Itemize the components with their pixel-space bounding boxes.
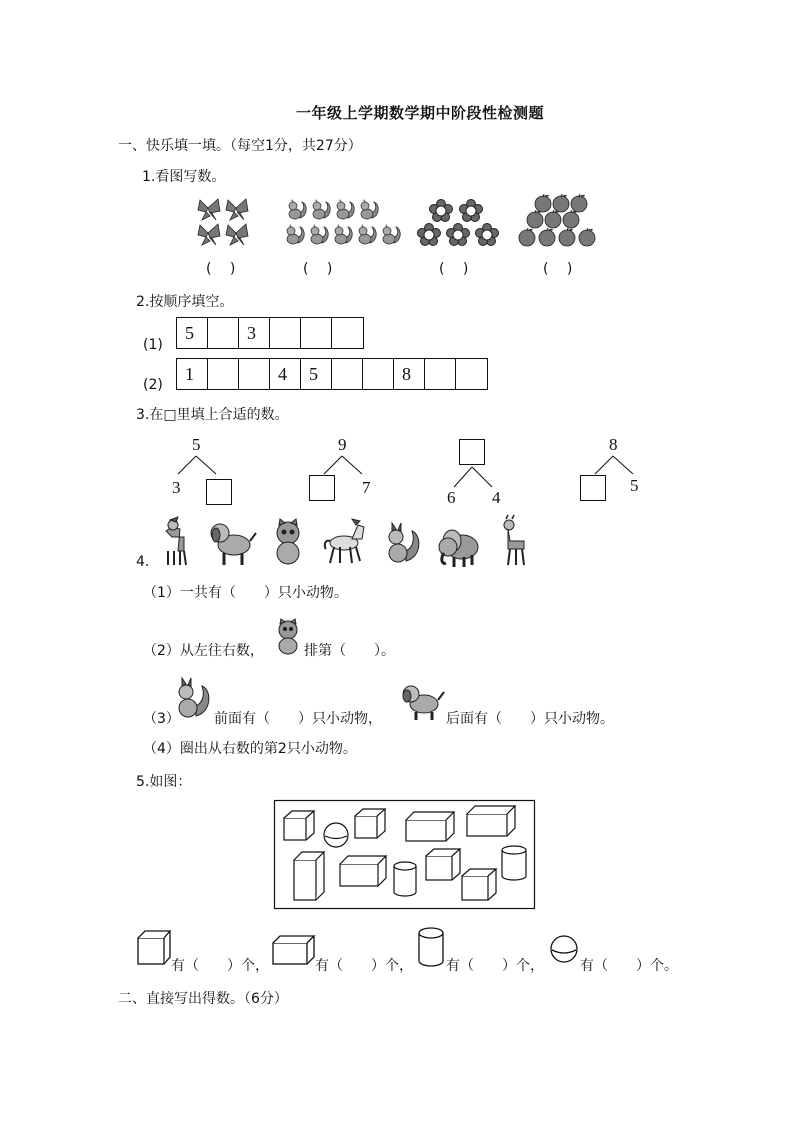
goat-icon — [166, 517, 186, 565]
animal-row — [158, 515, 528, 569]
sequence-row-1 — [176, 317, 364, 349]
tree-1-right-box[interactable] — [206, 479, 232, 505]
sequence-cell[interactable]: 5 — [177, 318, 208, 348]
cat-icon — [274, 619, 302, 655]
answer-blank-butterflies[interactable]: ( ) — [206, 261, 236, 277]
sphere-count-answer: 有（ ）个。 — [580, 958, 678, 974]
sequence-cell[interactable] — [270, 318, 301, 348]
squirrel-icon — [389, 523, 419, 562]
tree-4-left-box[interactable] — [580, 475, 606, 501]
sequence-cell[interactable]: 1 — [177, 359, 208, 389]
solid-shapes-figure — [274, 800, 536, 910]
tree-4-right: 5 — [630, 476, 639, 495]
cylinder-count-answer: 有（ ）个， — [446, 958, 544, 974]
deer-icon — [504, 515, 524, 565]
tree-2-right: 7 — [362, 478, 371, 497]
row-2-label: (2) — [143, 377, 163, 393]
answer-blank-apples[interactable]: ( ) — [543, 261, 573, 277]
question-2-label: 2.按顺序填空。 — [136, 294, 234, 310]
sequence-cell[interactable] — [363, 359, 394, 389]
horse-icon — [325, 519, 364, 563]
question-4-part-2-suffix: 排第（ ）。 — [304, 643, 395, 659]
cylinder-shape — [502, 846, 526, 880]
sequence-cell[interactable] — [425, 359, 456, 389]
question-4-part-3-middle: 前面有（ ）只小动物， — [214, 711, 382, 727]
question-3-label: 3.在□里填上合适的数。 — [136, 407, 289, 423]
cylinder-icon — [417, 927, 447, 969]
elephant-icon — [439, 530, 478, 567]
sequence-cell[interactable] — [456, 359, 487, 389]
tree-1-branches — [176, 456, 220, 476]
sequence-cell[interactable] — [239, 359, 270, 389]
apple-icon — [518, 194, 604, 248]
sequence-cell[interactable] — [301, 318, 332, 348]
tree-3-left: 6 — [447, 488, 456, 507]
squirrel-icon — [174, 676, 214, 720]
question-5-label: 5.如图： — [136, 774, 192, 790]
question-4-part-3-prefix: （3） — [143, 711, 180, 727]
sequence-cell[interactable]: 8 — [394, 359, 425, 389]
sequence-row-2 — [176, 358, 488, 390]
sphere-shape — [324, 823, 348, 847]
tree-4-branches — [593, 456, 637, 476]
sequence-cell[interactable] — [332, 318, 363, 348]
sequence-cell[interactable]: 4 — [270, 359, 301, 389]
cylinder-shape — [394, 862, 416, 896]
cuboid-count-answer: 有（ ）个， — [315, 958, 413, 974]
sequence-cell[interactable]: 3 — [239, 318, 270, 348]
sequence-cell[interactable] — [208, 318, 239, 348]
question-4-label: 4. — [136, 554, 150, 570]
tree-1-left: 3 — [172, 478, 181, 497]
row-1-label: (1) — [143, 337, 163, 353]
sequence-cell[interactable] — [332, 359, 363, 389]
tree-4-top: 8 — [609, 435, 618, 454]
tree-2-top: 9 — [338, 435, 347, 454]
question-4-part-3-suffix: 后面有（ ）只小动物。 — [446, 711, 614, 727]
question-1-label: 1.看图写数。 — [142, 169, 226, 185]
tree-2-branches — [322, 456, 366, 476]
dog-icon — [400, 682, 446, 722]
cube-icon — [137, 930, 171, 966]
sequence-cell[interactable] — [208, 359, 239, 389]
section-2-heading: 二、直接写出得数。（6分） — [118, 991, 288, 1007]
question-4-part-1: （1）一共有（ ）只小动物。 — [143, 585, 348, 601]
sphere-icon — [549, 934, 581, 966]
cuboid-icon — [272, 935, 316, 965]
answer-blank-squirrels[interactable]: ( ) — [303, 261, 333, 277]
question-4-part-4: （4）圈出从右数的第2只小动物。 — [143, 741, 357, 757]
tree-2-left-box[interactable] — [309, 475, 335, 501]
answer-blank-flowers[interactable]: ( ) — [439, 261, 469, 277]
section-1-heading: 一、快乐填一填。（每空1分，共27分） — [118, 138, 362, 154]
squirrel-icon — [284, 196, 404, 248]
sequence-cell[interactable]: 5 — [301, 359, 332, 389]
flower-icon — [418, 198, 502, 248]
question-4-part-2-prefix: （2）从左往右数， — [143, 643, 264, 659]
page-title: 一年级上学期数学期中阶段性检测题 — [296, 104, 545, 122]
tree-3-right: 4 — [492, 488, 501, 507]
butterfly-icon — [196, 196, 256, 248]
tree-3-top-box[interactable] — [459, 439, 485, 465]
cat-icon — [277, 519, 299, 564]
dog-icon — [211, 524, 256, 565]
tree-3-branches — [452, 467, 496, 489]
tree-1-top: 5 — [192, 435, 201, 454]
cube-count-answer: 有（ ）个， — [171, 958, 269, 974]
